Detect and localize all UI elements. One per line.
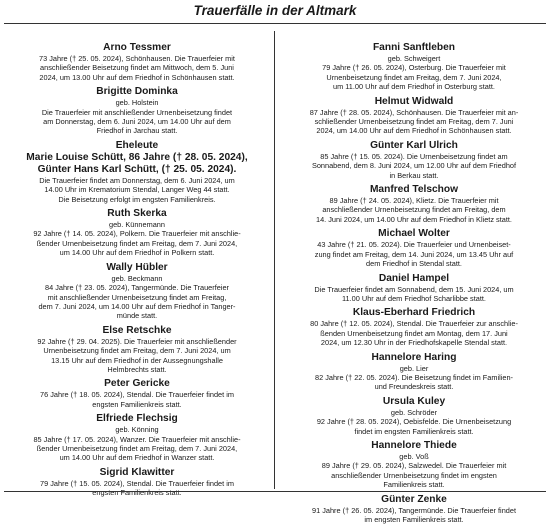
left-column (7, 42, 267, 502)
notice-text-line: 73 Jahre († 25. 05. 2024), Schönhausen. Die Trauerfeier mit (39, 54, 235, 63)
notice-text-line: um 14.00 Uhr auf dem Friedhof in Wanzer statt. (59, 453, 215, 463)
right-column (284, 42, 544, 528)
notice-text-line: 14.00 Uhr im Krematorium Stendal, Langer Weg 44 statt. (44, 185, 230, 195)
deceased-name: Günter Karl Ulrich (370, 139, 458, 151)
notice-text-line: im engsten Familienkreis statt. (364, 515, 464, 524)
obituary-notice (7, 378, 267, 409)
deceased-name: Günter Zenke (381, 493, 447, 505)
obituary-notice (284, 396, 544, 436)
notice-text-line: um 14.00 Uhr auf dem Friedhof in Polkern statt. (59, 248, 215, 258)
obituary-notice (284, 352, 544, 392)
obituary-notice (7, 86, 267, 136)
deceased-name: Arno Tessmer (103, 42, 171, 53)
notice-text-line: ßenden Urnenbeisetzung findet am Montag, dem 17. Juni (320, 328, 508, 338)
notice-text-line: schließender Urnenbeisetzung findet am Freitag, dem 7. Juni (314, 117, 514, 127)
notice-text-line: geb. Voß (399, 451, 429, 461)
notice-text-line: dem Friedhof in Stendal statt. (366, 259, 462, 269)
notice-text-line: Familienkreis statt. (383, 480, 445, 490)
notice-text-line: 89 Jahre († 29. 05. 2024), Salzwedel. Die Trauerfeier mit (321, 461, 507, 471)
notice-text-line: Die Beisetzung erfolgt im engsten Familienkreis. (58, 194, 216, 204)
deceased-name: Brigitte Dominka (96, 86, 178, 98)
deceased-name: Helmut Widwald (374, 95, 454, 107)
obituary-notice (7, 467, 267, 498)
deceased-name: Hannelore Haring (371, 351, 457, 363)
deceased-name: Daniel Hampel (378, 272, 450, 284)
notice-text-line: 92 Jahre († 14. 05. 2024), Polkern. Die Trauerfeier mit anschlie- (33, 229, 241, 239)
notice-text-line: geb. Lier (399, 363, 429, 373)
notice-text-line: und Freundeskreis statt. (374, 382, 454, 392)
notice-text-line: engsten Familienkreis statt. (92, 399, 182, 409)
deceased-name: Ursula Kuley (382, 395, 446, 407)
bottom-rule (4, 491, 546, 492)
notice-text-line: 79 Jahre († 15. 05. 2024), Stendal. Die Trauerfeier findet im (40, 478, 234, 488)
obituary-notice (284, 42, 544, 92)
column-divider (274, 31, 275, 489)
notice-text-line: anschließender Urnenbeisetzung findet im engsten (331, 470, 497, 480)
page-title: Trauerfälle in der Altmark (193, 3, 357, 18)
notice-text-line: 11.00 Uhr auf dem Friedhof Scharlibbe statt. (342, 293, 486, 303)
notice-text-line: 2024, um 13.00 Uhr auf dem Friedhof in Schönhausen statt. (39, 72, 235, 82)
notice-text-line: anschließender Beisetzung findet am Mittwoch, dem 5. Juni (40, 63, 234, 73)
deceased-name: Hannelore Thiede (371, 439, 457, 451)
notice-text-line: ßender Urnenbeisetzung findet am Freitag, dem 7. Juni 2024, (36, 238, 238, 248)
notice-text-line: Die Trauerfeier mit anschließender Urnenbeisetzung findet (41, 107, 233, 117)
notice-text-line: ßender Urnenbeisetzung findet am Freitag, dem 7. Juni 2024, (36, 443, 238, 453)
obituary-notice (284, 228, 544, 268)
notice-text-line: 92 Jahre († 29. 04. 2025). Die Trauerfeier mit anschließender (37, 336, 237, 346)
notice-text-line: 87 Jahre († 28. 05. 2024), Schönhausen. Die Trauerfeier mit an- (309, 107, 519, 117)
notice-text-line: findet im engsten Familienkreis statt. (354, 426, 474, 436)
deceased-name: Eheleute (115, 139, 159, 151)
notice-text-line: 84 Jahre († 23. 05. 2024), Tangermünde. Die Trauerfeier (45, 283, 229, 293)
deceased-name: Wally Hübler (106, 261, 168, 273)
deceased-name: Peter Gericke (104, 378, 170, 390)
notice-text-line: Sonnabend, dem 8. Juni 2024, um 12.00 Uhr auf dem Friedhof (311, 161, 517, 171)
deceased-name: Klaus-Eberhard Friedrich (352, 307, 476, 319)
notice-text-line: Urnenbeisetzung findet am Freitag, dem 7. Juni 2024, um (43, 346, 231, 356)
notice-text-line: 80 Jahre († 12. 05. 2024), Stendal. Die Trauerfeier zur anschlie- (310, 319, 518, 329)
obituary-notice (284, 273, 544, 304)
deceased-name: Sigrid Klawitter (99, 466, 175, 478)
deceased-name: Manfred Telschow (369, 184, 459, 196)
notice-text-line: Die Trauerfeier findet am Donnerstag, dem 6. Juni 2024, um (39, 175, 235, 185)
obituary-notice (284, 307, 544, 347)
obituary-notice (284, 96, 544, 136)
deceased-name: Fanni Sanftleben (372, 42, 456, 53)
notice-text-line: geb. Beckmann (111, 273, 163, 283)
deceased-name: Elfriede Flechsig (96, 413, 178, 425)
deceased-name: Else Retschke (102, 324, 172, 336)
notice-text-line: 2024, um 14.00 Uhr auf dem Friedhof in Schönhausen statt. (316, 126, 512, 136)
notice-text-line: geb. Könning (115, 425, 159, 435)
notice-text-line: dem 7. Juni 2024, um 14.00 Uhr auf dem Friedhof in Tanger- (38, 301, 236, 311)
notice-text-line: münde statt. (116, 311, 158, 321)
notice-text-line: Urnenbeisetzung findet am Freitag, dem 7. Juni 2024, (326, 72, 502, 82)
top-rule (4, 23, 546, 24)
notice-text-line: mit anschließender Urnenbeisetzung findet am Freitag, (47, 292, 227, 302)
notice-text-line: Friedhof in Jarchau statt. (96, 126, 178, 136)
obituary-notice (284, 440, 544, 490)
notice-text-line: geb. Künnemann (109, 220, 165, 230)
obituary-notice (7, 413, 267, 463)
notice-text-line: 79 Jahre († 26. 05. 2024), Osterburg. Die Trauerfeier mit (322, 63, 506, 73)
obituary-notice (284, 184, 544, 224)
notice-text-line: 82 Jahre († 22. 05. 2024). Die Beisetzung findet im Familien- (315, 372, 513, 382)
notice-text-line: geb. Schweigert (387, 54, 441, 63)
obituary-notice (7, 42, 267, 82)
deceased-name: Marie Louise Schütt, 86 Jahre († 28. 05. 2024), (26, 151, 248, 163)
notice-text-line: 13.15 Uhr auf dem Friedhof in der Aussegnungshalle (51, 355, 223, 365)
notice-text-line: 43 Jahre († 21. 05. 2024). Die Trauerfeier und Urnenbeiset- (317, 240, 511, 250)
notice-text-line: geb. Holstein (115, 98, 159, 108)
notice-text-line: engsten Familienkreis statt. (92, 488, 182, 498)
notice-text-line: 92 Jahre († 28. 05. 2024), Oebisfelde. Die Urnenbeisetzung (316, 417, 512, 427)
obituary-notice (7, 325, 267, 375)
notice-text-line: 91 Jahre († 26. 05. 2024), Tangermünde. Die Trauerfeier findet (312, 505, 516, 515)
obituary-notice (7, 140, 267, 204)
deceased-name: Ruth Skerka (107, 208, 167, 220)
obituary-notice (7, 262, 267, 321)
notice-text-line: 85 Jahre († 17. 05. 2024), Wanzer. Die Trauerfeier mit anschlie- (33, 434, 241, 444)
notice-text-line: Die Trauerfeier findet am Sonnabend, dem 15. Juni 2024, um (314, 284, 514, 294)
notice-text-line: geb. Schröder (390, 407, 438, 417)
notice-text-line: anschließender Urnenbeisetzung findet am Freitag, dem (322, 205, 506, 215)
deceased-name: Günter Hans Karl Schütt, († 25. 05. 2024). (37, 163, 237, 175)
notice-text-line: 76 Jahre († 18. 05. 2024), Stendal. Die Trauerfeier findet im (40, 390, 234, 400)
obituary-notice (7, 208, 267, 258)
notice-text-line: Helmbrechts statt. (107, 364, 167, 374)
obituary-notice (284, 494, 544, 525)
notice-text-line: um 11.00 Uhr auf dem Friedhof in Osterburg statt. (333, 82, 495, 92)
notice-text-line: zung findet am Freitag, dem 14. Juni 2024, um 13.45 Uhr auf (314, 249, 514, 259)
obituary-notice (284, 140, 544, 180)
notice-text-line: 89 Jahre († 24. 05. 2024), Klietz. Die Trauerfeier mit (329, 196, 499, 206)
deceased-name: Michael Wolter (378, 228, 450, 240)
notice-text-line: am Donnerstag, dem 6. Juni 2024, um 14.00 Uhr auf dem (43, 117, 231, 127)
notice-text-line: 85 Jahre († 15. 05. 2024). Die Urnenbeisetzung findet am (320, 151, 508, 161)
notice-text-line: 14. Juni 2024, um 14.00 Uhr auf dem Friedhof in Klietz statt. (316, 214, 512, 224)
notice-text-line: 2024, um 12.30 Uhr in der Friedhofskapelle Stendal statt. (320, 338, 508, 348)
notice-text-line: in Berkau statt. (389, 170, 439, 180)
